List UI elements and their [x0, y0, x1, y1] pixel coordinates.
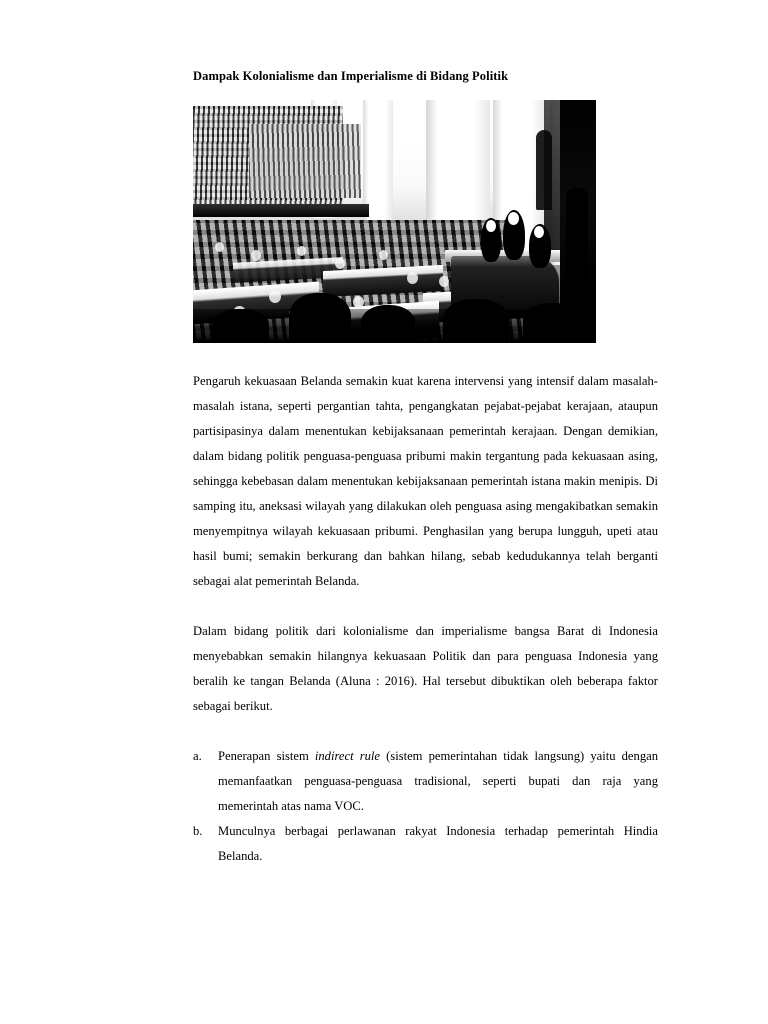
list-item-text: [218, 744, 658, 819]
list-marker: b.: [193, 824, 203, 838]
historical-photograph: [193, 100, 596, 343]
body-text: [193, 369, 658, 869]
list-text-italic: indirect rule: [314, 749, 380, 763]
list-text-segment: Munculnya berbagai perlawanan rakyat Indonesia terhadap pemerintah Hindia Belanda.: [218, 824, 658, 863]
document-content: [193, 68, 658, 869]
list-marker: a.: [193, 749, 202, 763]
list-text-segment: (sistem pemerintahan tidak langsung) yaitu dengan memanfaatkan penguasa-penguasa tradisional, seperti bupati dan raja yang memerintah atas nama VOC.: [218, 749, 658, 813]
page-title: Dampak Kolonialisme dan Imperialisme di Bidang Politik: [193, 69, 509, 83]
list-item: [193, 744, 658, 819]
paragraph-1: Pengaruh kekuasaan Belanda semakin kuat karena intervensi yang intensif dalam masalah-masalah istana, seperti pergantian tahta, pengangkatan pejabat-pejabat kerajaan, ataupun partisipasinya dalam menentukan kebijaksanaan pemerintah kerajaan. Dengan demikian, dalam bidang politik penguasa-penguasa pribumi makin tergantung pada kekuasaan asing, sehingga kebebasan dalam menentukan kebijaksanaan pemerintah istana makin menipis. Di samping itu, aneksasi wilayah yang dilakukan oleh penguasa asing mengakibatkan semakin menyempitnya wilayah kekuasaan pribumi. Penghasilan yang berupa lungguh, upeti atau hasil bumi; semakin berkurang dan bahkan hilang, sebab kedudukannya telah berganti sebagai alat pemerintah Belanda.: [193, 374, 658, 588]
list-item: [193, 819, 658, 869]
photo-grain-overlay: [193, 100, 596, 343]
paragraph-2: Dalam bidang politik dari kolonialisme dan imperialisme bangsa Barat di Indonesia menyebabkan semakin hilangnya kekuasaan Politik dan para penguasa Indonesia yang beralih ke tangan Belanda (Aluna : 2016). Hal tersebut dibuktikan oleh beberapa faktor sebagai berikut.: [193, 624, 658, 713]
photo-canvas: [193, 100, 596, 343]
list-item-text: [218, 819, 658, 869]
lettered-list: [193, 744, 658, 869]
list-text-segment: Penerapan sistem: [218, 749, 315, 763]
